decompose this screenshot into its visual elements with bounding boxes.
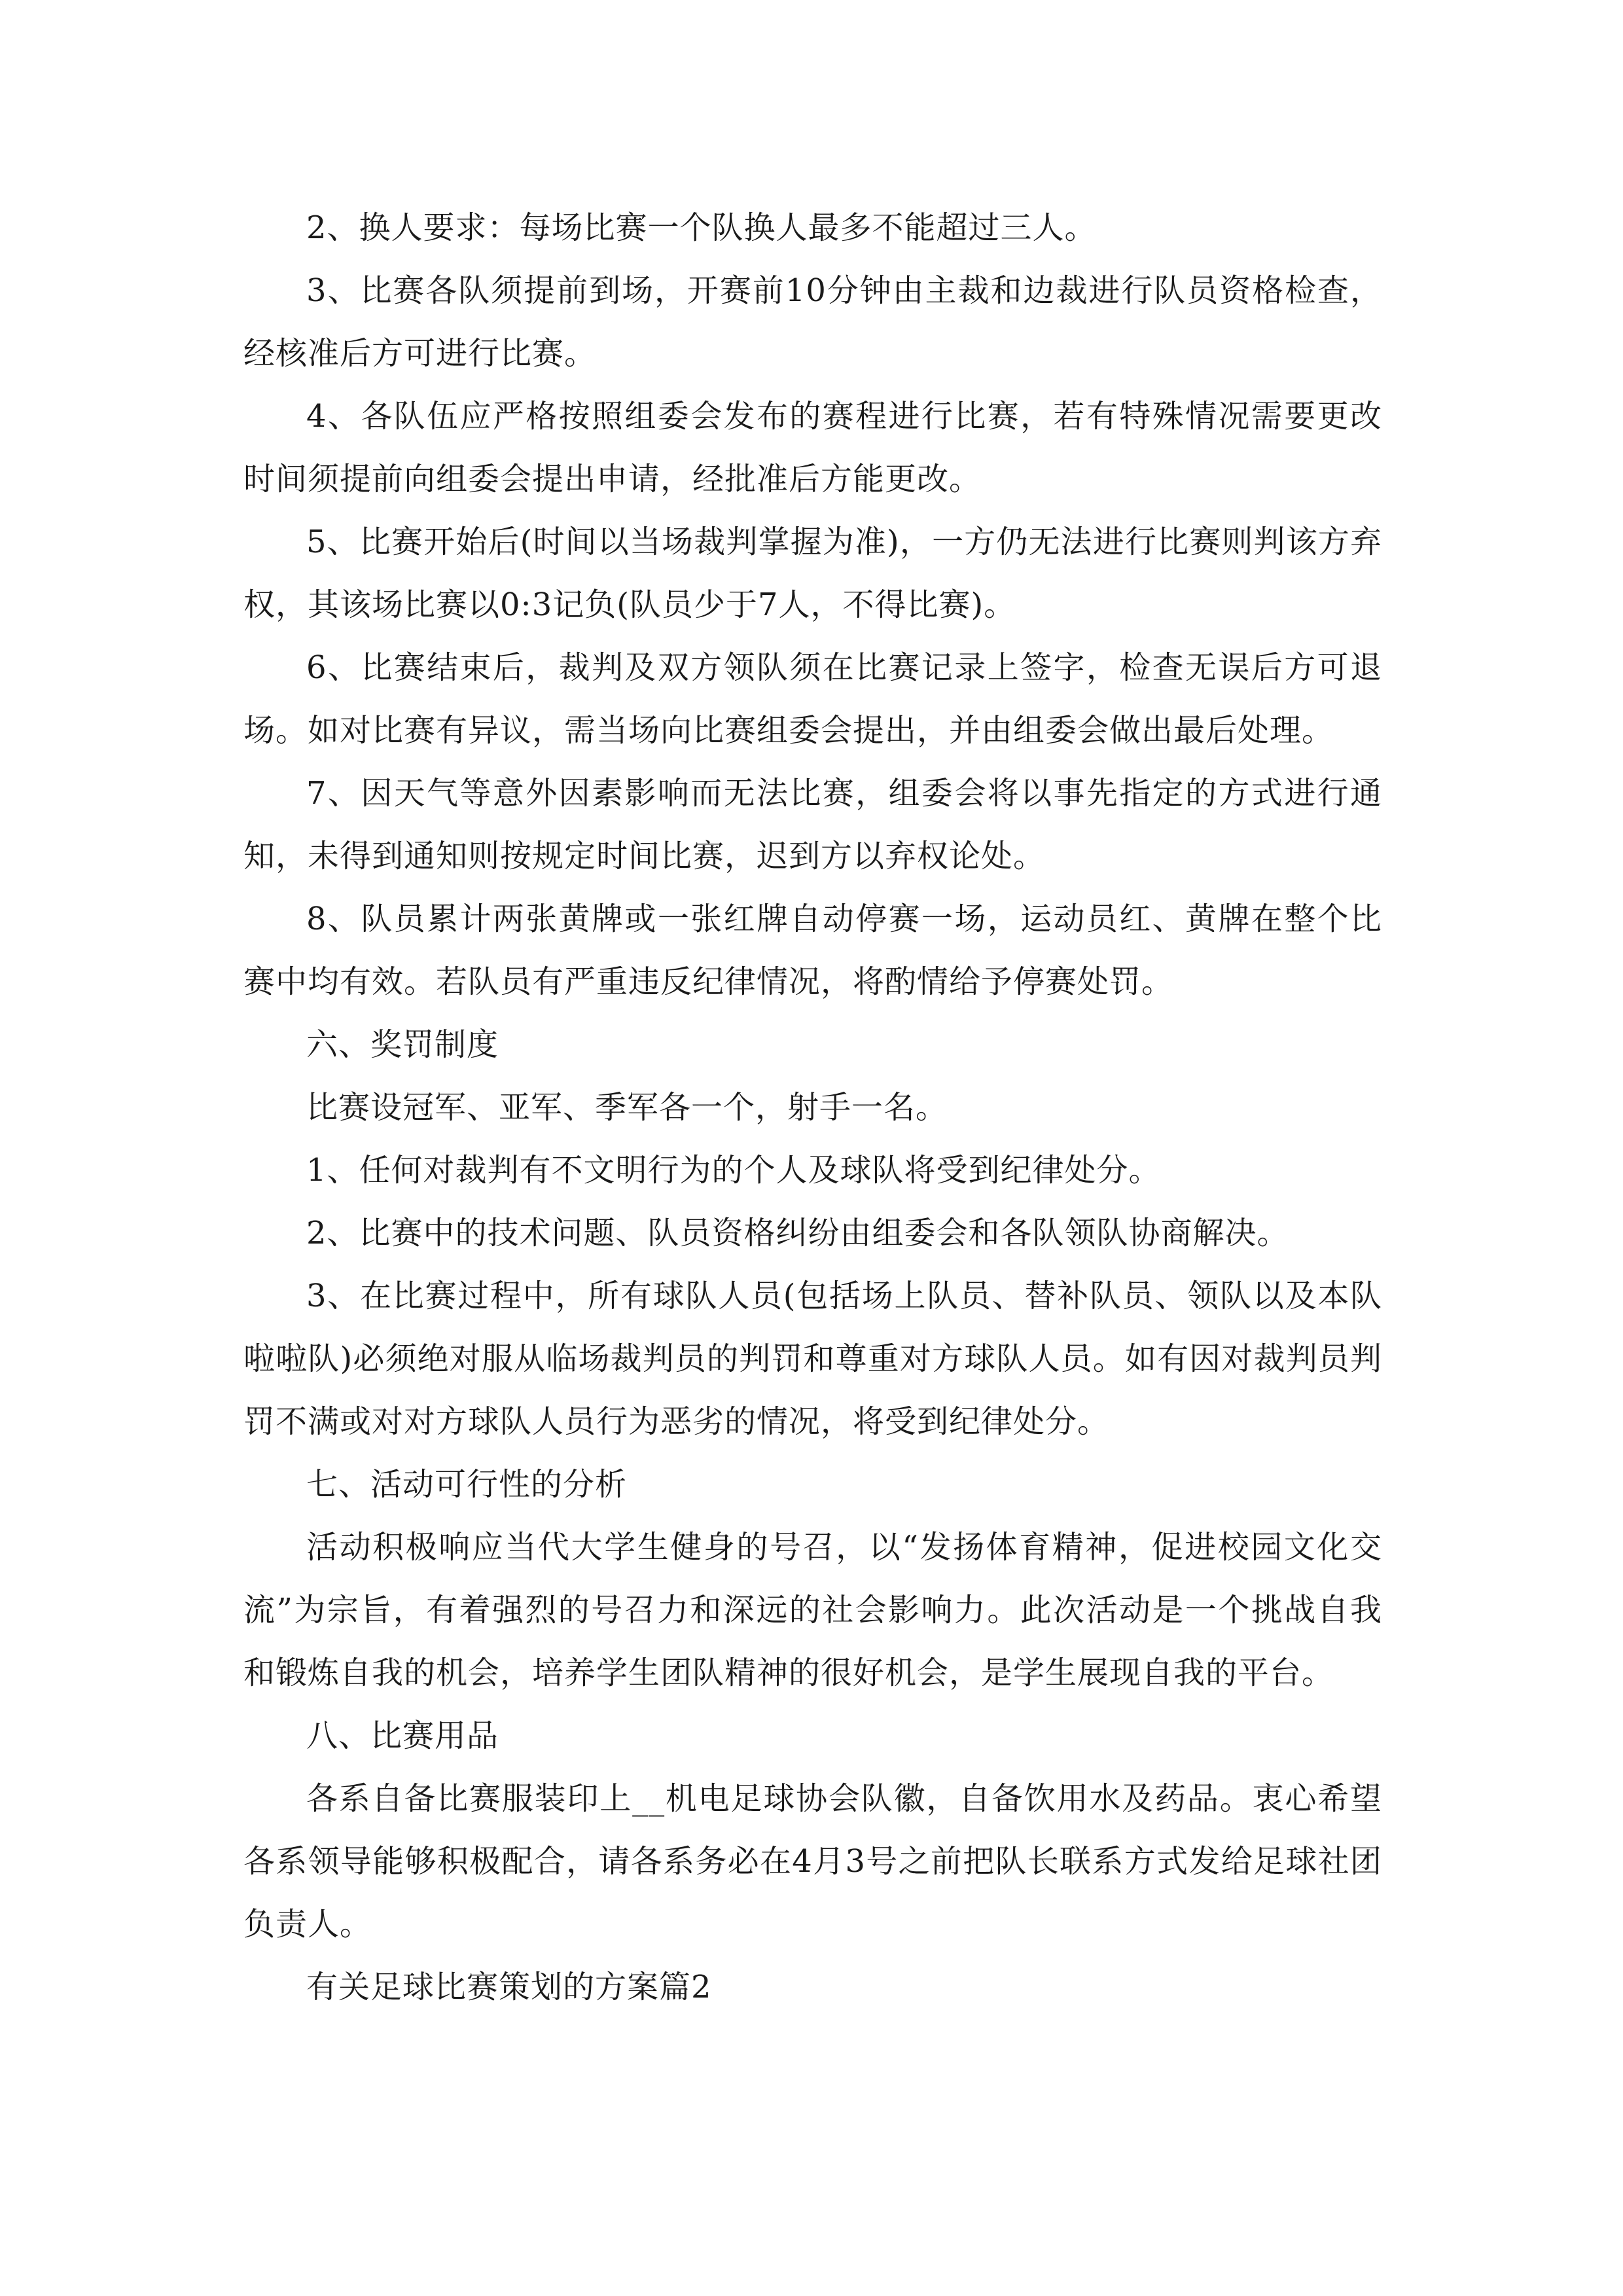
section-heading-feasibility: 七、活动可行性的分析 <box>306 1466 628 1503</box>
next-plan-title: 有关足球比赛策划的方案篇2 <box>306 1969 712 2005</box>
paragraph-feasibility: 活动积极响应当代大学生健身的号召，以“发扬体育精神，促进校园文化交流”为宗旨，有着强烈的号召力和深远的社会影响力。此次活动是一个挑战自我和锻炼自我的机会，培养学生团队精神的很好机会，是学生展现自我的平台。 <box>243 1529 1382 1691</box>
paragraph-supplies: 各系自备比赛服装印上__机电足球协会队徽，自备饮用水及药品。衷心希望各系领导能够积极配合，请各系务必在4月3号之前把队长联系方式发给足球社团负责人。 <box>243 1780 1382 1943</box>
paragraph-forfeit-rule: 5、比赛开始后(时间以当场裁判掌握为准)，一方仍无法进行比赛则判该方弃权，其该场比赛以0:3记负(队员少于7人，不得比赛)。 <box>243 524 1382 623</box>
paragraph-schedule-rule: 4、各队伍应严格按照组委会发布的赛程进行比赛，若有特殊情况需要更改时间须提前向组委会提出申请，经批准后方能更改。 <box>243 398 1382 497</box>
section-heading-supplies: 八、比赛用品 <box>306 1717 499 1754</box>
paragraph-awards: 比赛设冠军、亚军、季军各一个，射手一名。 <box>306 1089 948 1126</box>
paragraph-weather-rule: 7、因天气等意外因素影响而无法比赛，组委会将以事先指定的方式进行通知，未得到通知则按规定时间比赛，迟到方以弃权论处。 <box>243 775 1382 874</box>
paragraph-arrival-check: 3、比赛各队须提前到场，开赛前10分钟由主裁和边裁进行队员资格检查，经核准后方可进行比赛。 <box>243 272 1382 372</box>
paragraph-card-rule: 8、队员累计两张黄牌或一张红牌自动停赛一场，运动员红、黄牌在整个比赛中均有效。若队员有严重违反纪律情况，将酌情给予停赛处罚。 <box>243 901 1382 1000</box>
paragraph-discipline-2: 2、比赛中的技术问题、队员资格纠纷由组委会和各队领队协商解决。 <box>306 1215 1289 1251</box>
paragraph-discipline-1: 1、任何对裁判有不文明行为的个人及球队将受到纪律处分。 <box>306 1152 1161 1189</box>
paragraph-substitution-rule: 2、换人要求：每场比赛一个队换人最多不能超过三人。 <box>306 209 1097 246</box>
document-body <box>243 196 1382 2018</box>
paragraph-signature-rule: 6、比赛结束后，裁判及双方领队须在比赛记录上签字，检查无误后方可退场。如对比赛有异议，需当场向比赛组委会提出，并由组委会做出最后处理。 <box>243 649 1382 749</box>
paragraph-discipline-3: 3、在比赛过程中，所有球队人员(包括场上队员、替补队员、领队以及本队啦啦队)必须绝对服从临场裁判员的判罚和尊重对方球队人员。如有因对裁判员判罚不满或对对方球队人员行为恶劣的情况，将受到纪律处分。 <box>243 1278 1382 1440</box>
section-heading-rewards: 六、奖罚制度 <box>306 1026 499 1063</box>
